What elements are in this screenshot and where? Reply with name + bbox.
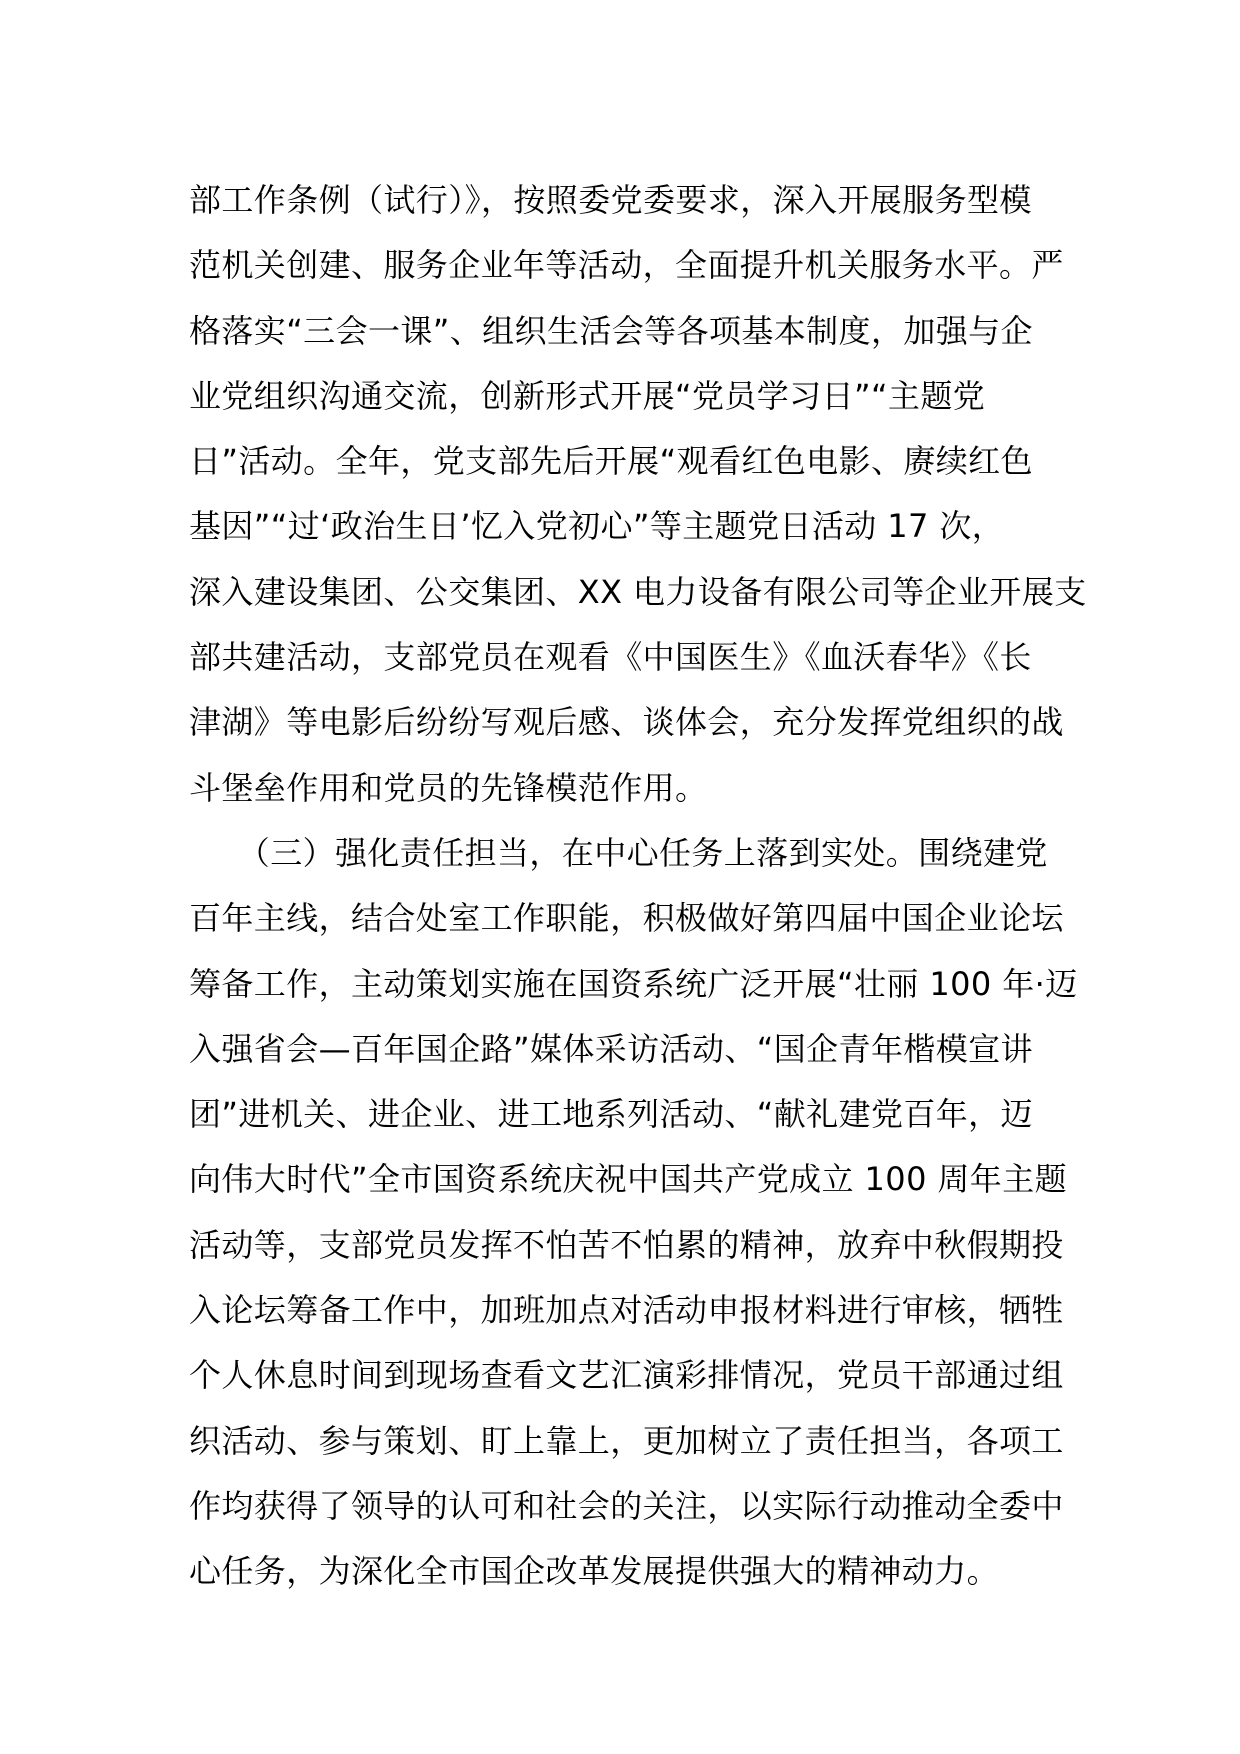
body-text: [189, 168, 1087, 1605]
text-line: 活动等，支部党员发挥不怕苦不怕累的精神，放弃中秋假期投: [189, 1225, 1064, 1264]
text-line: 深入建设集团、公交集团、XX 电力设备有限公司等企业开展支: [189, 572, 1087, 611]
text-line: 范机关创建、服务企业年等活动，全面提升机关服务水平。严: [189, 246, 1064, 285]
section-heading-line: （三）强化责任担当，在中心任务上落到实处。围绕建党: [189, 833, 1048, 872]
text-line: 心任务，为深化全市国企改革发展提供强大的精神动力。: [189, 1552, 1000, 1591]
text-line: 团”进机关、进企业、进工地系列活动、“献礼建党百年，迈: [189, 1095, 1033, 1134]
text-line: 作均获得了领导的认可和社会的关注，以实际行动推动全委中: [189, 1486, 1064, 1525]
text-line: 织活动、参与策划、盯上靠上，更加树立了责任担当，各项工: [189, 1421, 1064, 1460]
text-line: 入论坛筹备工作中，加班加点对活动申报材料进行审核，牺牲: [189, 1291, 1064, 1330]
text-line: 筹备工作，主动策划实施在国资系统广泛开展“壮丽 100 年·迈: [189, 964, 1078, 1003]
text-line: 津湖》等电影后纷纷写观后感、谈体会，充分发挥党组织的战: [189, 703, 1064, 742]
text-line: 基因”“过‘政治生日’忆入党初心”等主题党日活动 17 次，: [189, 507, 1005, 546]
text-line: 百年主线，结合处室工作职能，积极做好第四届中国企业论坛: [189, 899, 1064, 938]
text-line: 部工作条例（试行）》，按照委党委要求，深入开展服务型模: [189, 181, 1032, 219]
text-line: 格落实“三会一课”、组织生活会等各项基本制度，加强与企: [189, 311, 1033, 350]
text-line: 日”活动。全年，党支部先后开展“观看红色电影、赓续红色: [189, 442, 1033, 481]
text-line: 斗堡垒作用和党员的先锋模范作用。: [189, 768, 708, 807]
text-line: 部共建活动，支部党员在观看《中国医生》《血沃春华》《长: [189, 638, 1032, 677]
text-line: 个人休息时间到现场查看文艺汇演彩排情况，党员干部通过组: [189, 1356, 1064, 1395]
text-line: 向伟大时代”全市国资系统庆祝中国共产党成立 100 周年主题: [189, 1160, 1068, 1199]
text-line: 入强省会—百年国企路”媒体采访活动、“国企青年楷模宣讲: [189, 1029, 1033, 1068]
text-line: 业党组织沟通交流，创新形式开展“党员学习日”“主题党: [189, 376, 986, 415]
